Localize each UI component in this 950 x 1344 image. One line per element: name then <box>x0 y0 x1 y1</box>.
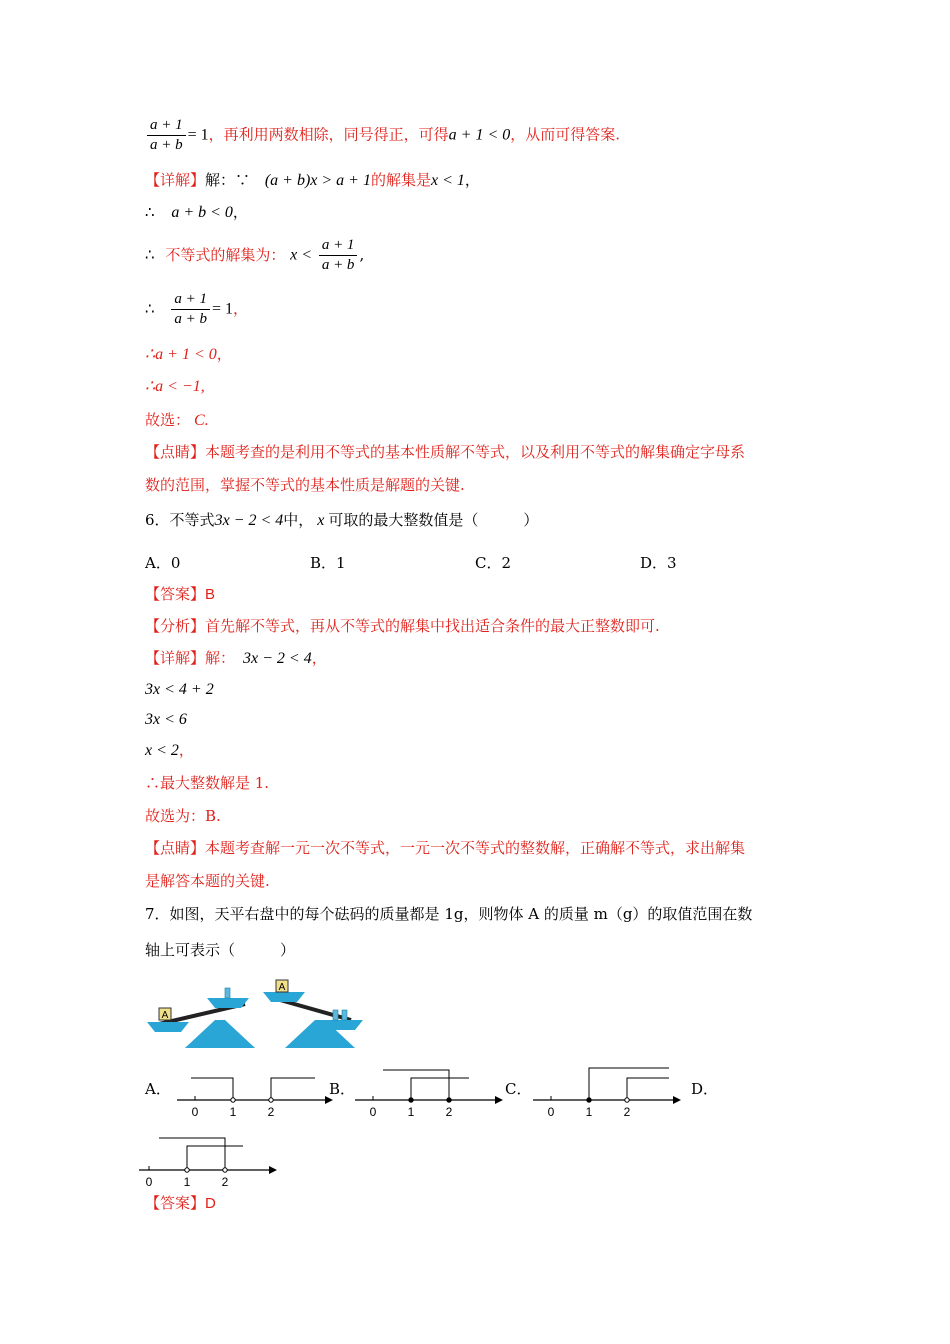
q6-option-a[interactable]: A．0 <box>145 554 181 572</box>
q6-detail <box>145 648 327 669</box>
choice-value: C. <box>194 412 209 429</box>
q7-stem-line-1 <box>145 904 752 924</box>
detail-math: (a + b)x > a + 1 <box>264 172 371 189</box>
detail-math: ∴a + 1 < 0 <box>145 346 217 363</box>
range-bracket <box>271 1078 315 1098</box>
closed-point <box>409 1098 413 1102</box>
tick-label: 1 <box>585 1105 593 1118</box>
answer-tag: 【答案】 <box>145 585 206 603</box>
tick-label: 0 <box>145 1175 153 1188</box>
question-math: 3x − 2 < 4 <box>214 512 284 529</box>
q6-step-1: 3x < 4 + 2 <box>145 681 214 698</box>
fraction <box>171 290 210 329</box>
open-point <box>223 1168 227 1172</box>
open-point <box>269 1098 273 1102</box>
q6-option-b[interactable]: B．1 <box>310 554 346 572</box>
range-bracket <box>411 1078 469 1098</box>
detail-prefix: 解： <box>205 649 236 667</box>
question-text: 可取的最大整数值是（ ） <box>328 511 539 529</box>
analysis-tag: 【分析】 <box>145 617 206 635</box>
punct: ， <box>178 741 194 759</box>
arrow-icon <box>325 1096 333 1104</box>
detail-tag: 【详解】 <box>145 649 206 667</box>
arrow-icon <box>673 1096 681 1104</box>
q6-analysis <box>145 616 660 636</box>
detail-math: ∴a < −1, <box>145 378 205 395</box>
object-a-label: A <box>278 982 286 993</box>
tick-label: 0 <box>369 1105 377 1118</box>
punct: ， <box>311 649 327 667</box>
tick-label: 2 <box>445 1105 453 1118</box>
arrow-icon <box>269 1166 277 1174</box>
prev-analysis-tail <box>145 116 620 155</box>
prev-detail-line-5 <box>145 344 232 365</box>
prev-comment-line-2 <box>145 475 465 495</box>
therefore-symbol: ∴ <box>145 203 155 221</box>
range-bracket <box>159 1138 225 1168</box>
range-bracket <box>383 1070 449 1098</box>
detail-text: 不等式的解集为： <box>165 245 286 264</box>
therefore-symbol: ∴ <box>145 245 155 264</box>
choice-label: 故选： <box>145 411 191 429</box>
punct: , <box>359 245 365 264</box>
comment-text: 本题考查解一元一次不等式，一元一次不等式的整数解，正确解不等式，求出解集 <box>205 839 746 857</box>
balance-pan-left <box>147 1022 189 1032</box>
punct: ， <box>216 345 232 363</box>
q6-conclusion: ∴最大整数解是 1. <box>145 774 270 792</box>
weight-icon <box>333 1010 338 1020</box>
balance-base <box>185 1020 255 1048</box>
answer-value: D <box>205 1195 216 1212</box>
weight-icon <box>225 988 230 998</box>
q7-option-a[interactable]: A． <box>145 1080 171 1098</box>
q6-step-3 <box>145 740 194 761</box>
number-line-a <box>175 1062 335 1118</box>
analysis-text-end: ，从而可得答案. <box>510 125 621 144</box>
tick-label: 1 <box>183 1175 191 1188</box>
range-bracket <box>191 1078 233 1098</box>
question-number: 7． <box>145 905 170 923</box>
question-text: 不等式 <box>169 511 215 529</box>
open-point <box>231 1098 235 1102</box>
detail-prefix: 解：∵ <box>205 171 251 189</box>
q6-step-2: 3x < 6 <box>145 711 187 728</box>
punct: ， <box>232 203 248 221</box>
equation-rest: = 1 <box>187 126 209 144</box>
comment-tag: 【点睛】 <box>145 443 206 461</box>
open-point <box>625 1098 629 1102</box>
q7-option-c[interactable]: C． <box>505 1080 532 1098</box>
q6-choice: 故选为：B. <box>145 807 221 825</box>
weight-icon <box>342 1010 347 1020</box>
fraction-numerator: a + 1 <box>321 237 355 253</box>
punct: ， <box>464 171 480 189</box>
fraction-denominator: a + b <box>171 309 210 329</box>
step-math: x < 2 <box>145 742 179 759</box>
question-text: 中， <box>283 511 314 529</box>
comment-tag: 【点睛】 <box>145 839 206 857</box>
equation-rest: = 1 <box>211 300 233 318</box>
q6-comment-line-2: 是解答本题的关键. <box>145 872 270 890</box>
range-bracket <box>187 1146 243 1168</box>
analysis-text: ，再利用两数相除，同号得正，可得 <box>208 125 449 144</box>
answer-value: B <box>205 586 216 603</box>
balance-figure <box>145 978 365 1050</box>
balance-pan-left <box>263 992 305 1002</box>
question-variable: x <box>317 512 325 529</box>
fraction-denominator: a + b <box>147 135 186 155</box>
q7-answer <box>145 1193 216 1214</box>
number-line-d <box>137 1132 289 1188</box>
q6-answer <box>145 584 215 605</box>
comment-text: 数的范围，掌握不等式的基本性质是解题的关键. <box>145 476 465 494</box>
comment-text: 本题考查的是利用不等式的基本性质解不等式，以及利用不等式的解集确定字母系 <box>205 443 746 461</box>
prev-detail-line-6 <box>145 376 205 397</box>
analysis-text: 首先解不等式，再从不等式的解集中找出适合条件的最大正整数即可. <box>205 617 660 635</box>
balance-left <box>147 988 255 1048</box>
q6-comment-line-1 <box>145 838 745 858</box>
detail-math: x < <box>290 246 313 264</box>
q6-stem <box>145 510 538 531</box>
fraction-numerator: a + 1 <box>174 291 207 307</box>
number-line-c <box>531 1062 683 1118</box>
tick-label: 1 <box>229 1105 237 1118</box>
balance-right <box>263 980 363 1048</box>
punct: ， <box>232 299 248 318</box>
detail-math-2: x < 1 <box>430 172 465 189</box>
prev-detail-line-2 <box>145 202 248 223</box>
tick-label: 2 <box>623 1105 631 1118</box>
range-bracket <box>627 1078 669 1098</box>
closed-point <box>587 1098 591 1102</box>
question-text: 如图，天平右盘中的每个砝码的质量都是 1g，则物体 A 的质量 m（g）的取值范围在数 <box>169 905 753 923</box>
tick-label: 0 <box>547 1105 555 1118</box>
tick-label: 0 <box>191 1105 199 1118</box>
q7-option-d[interactable]: D． <box>691 1080 719 1098</box>
answer-tag: 【答案】 <box>145 1194 206 1212</box>
fraction-denominator: a + b <box>319 255 358 275</box>
prev-detail-line-1 <box>145 170 480 191</box>
arrow-icon <box>495 1096 503 1104</box>
prev-choice <box>145 410 209 431</box>
prev-detail-line-4 <box>145 290 248 329</box>
tick-label: 1 <box>407 1105 415 1118</box>
closed-point <box>447 1098 451 1102</box>
inequality: a + 1 < 0 <box>448 126 511 144</box>
number-line-b <box>353 1062 505 1118</box>
q7-option-b[interactable]: B． <box>329 1080 356 1098</box>
tick-label: 2 <box>267 1105 275 1118</box>
prev-comment-line-1 <box>145 442 745 462</box>
detail-tag: 【详解】 <box>145 171 206 189</box>
open-point <box>185 1168 189 1172</box>
therefore-symbol: ∴ <box>145 299 155 318</box>
fraction <box>147 116 186 155</box>
range-bracket <box>589 1068 669 1098</box>
q6-option-d[interactable]: D．3 <box>640 554 677 572</box>
q7-stem-line-2: 轴上可表示（ ） <box>145 941 296 959</box>
fraction-numerator: a + 1 <box>150 117 183 133</box>
fraction <box>319 236 358 275</box>
q6-option-c[interactable]: C．2 <box>475 554 512 572</box>
detail-math: a + b < 0 <box>171 204 233 221</box>
tick-label: 2 <box>221 1175 229 1188</box>
detail-math: 3x − 2 < 4 <box>243 650 312 667</box>
prev-detail-line-3 <box>145 236 364 275</box>
detail-mid-text: 的解集是 <box>370 171 431 189</box>
question-number: 6． <box>145 511 170 529</box>
object-a-label: A <box>161 1010 169 1021</box>
